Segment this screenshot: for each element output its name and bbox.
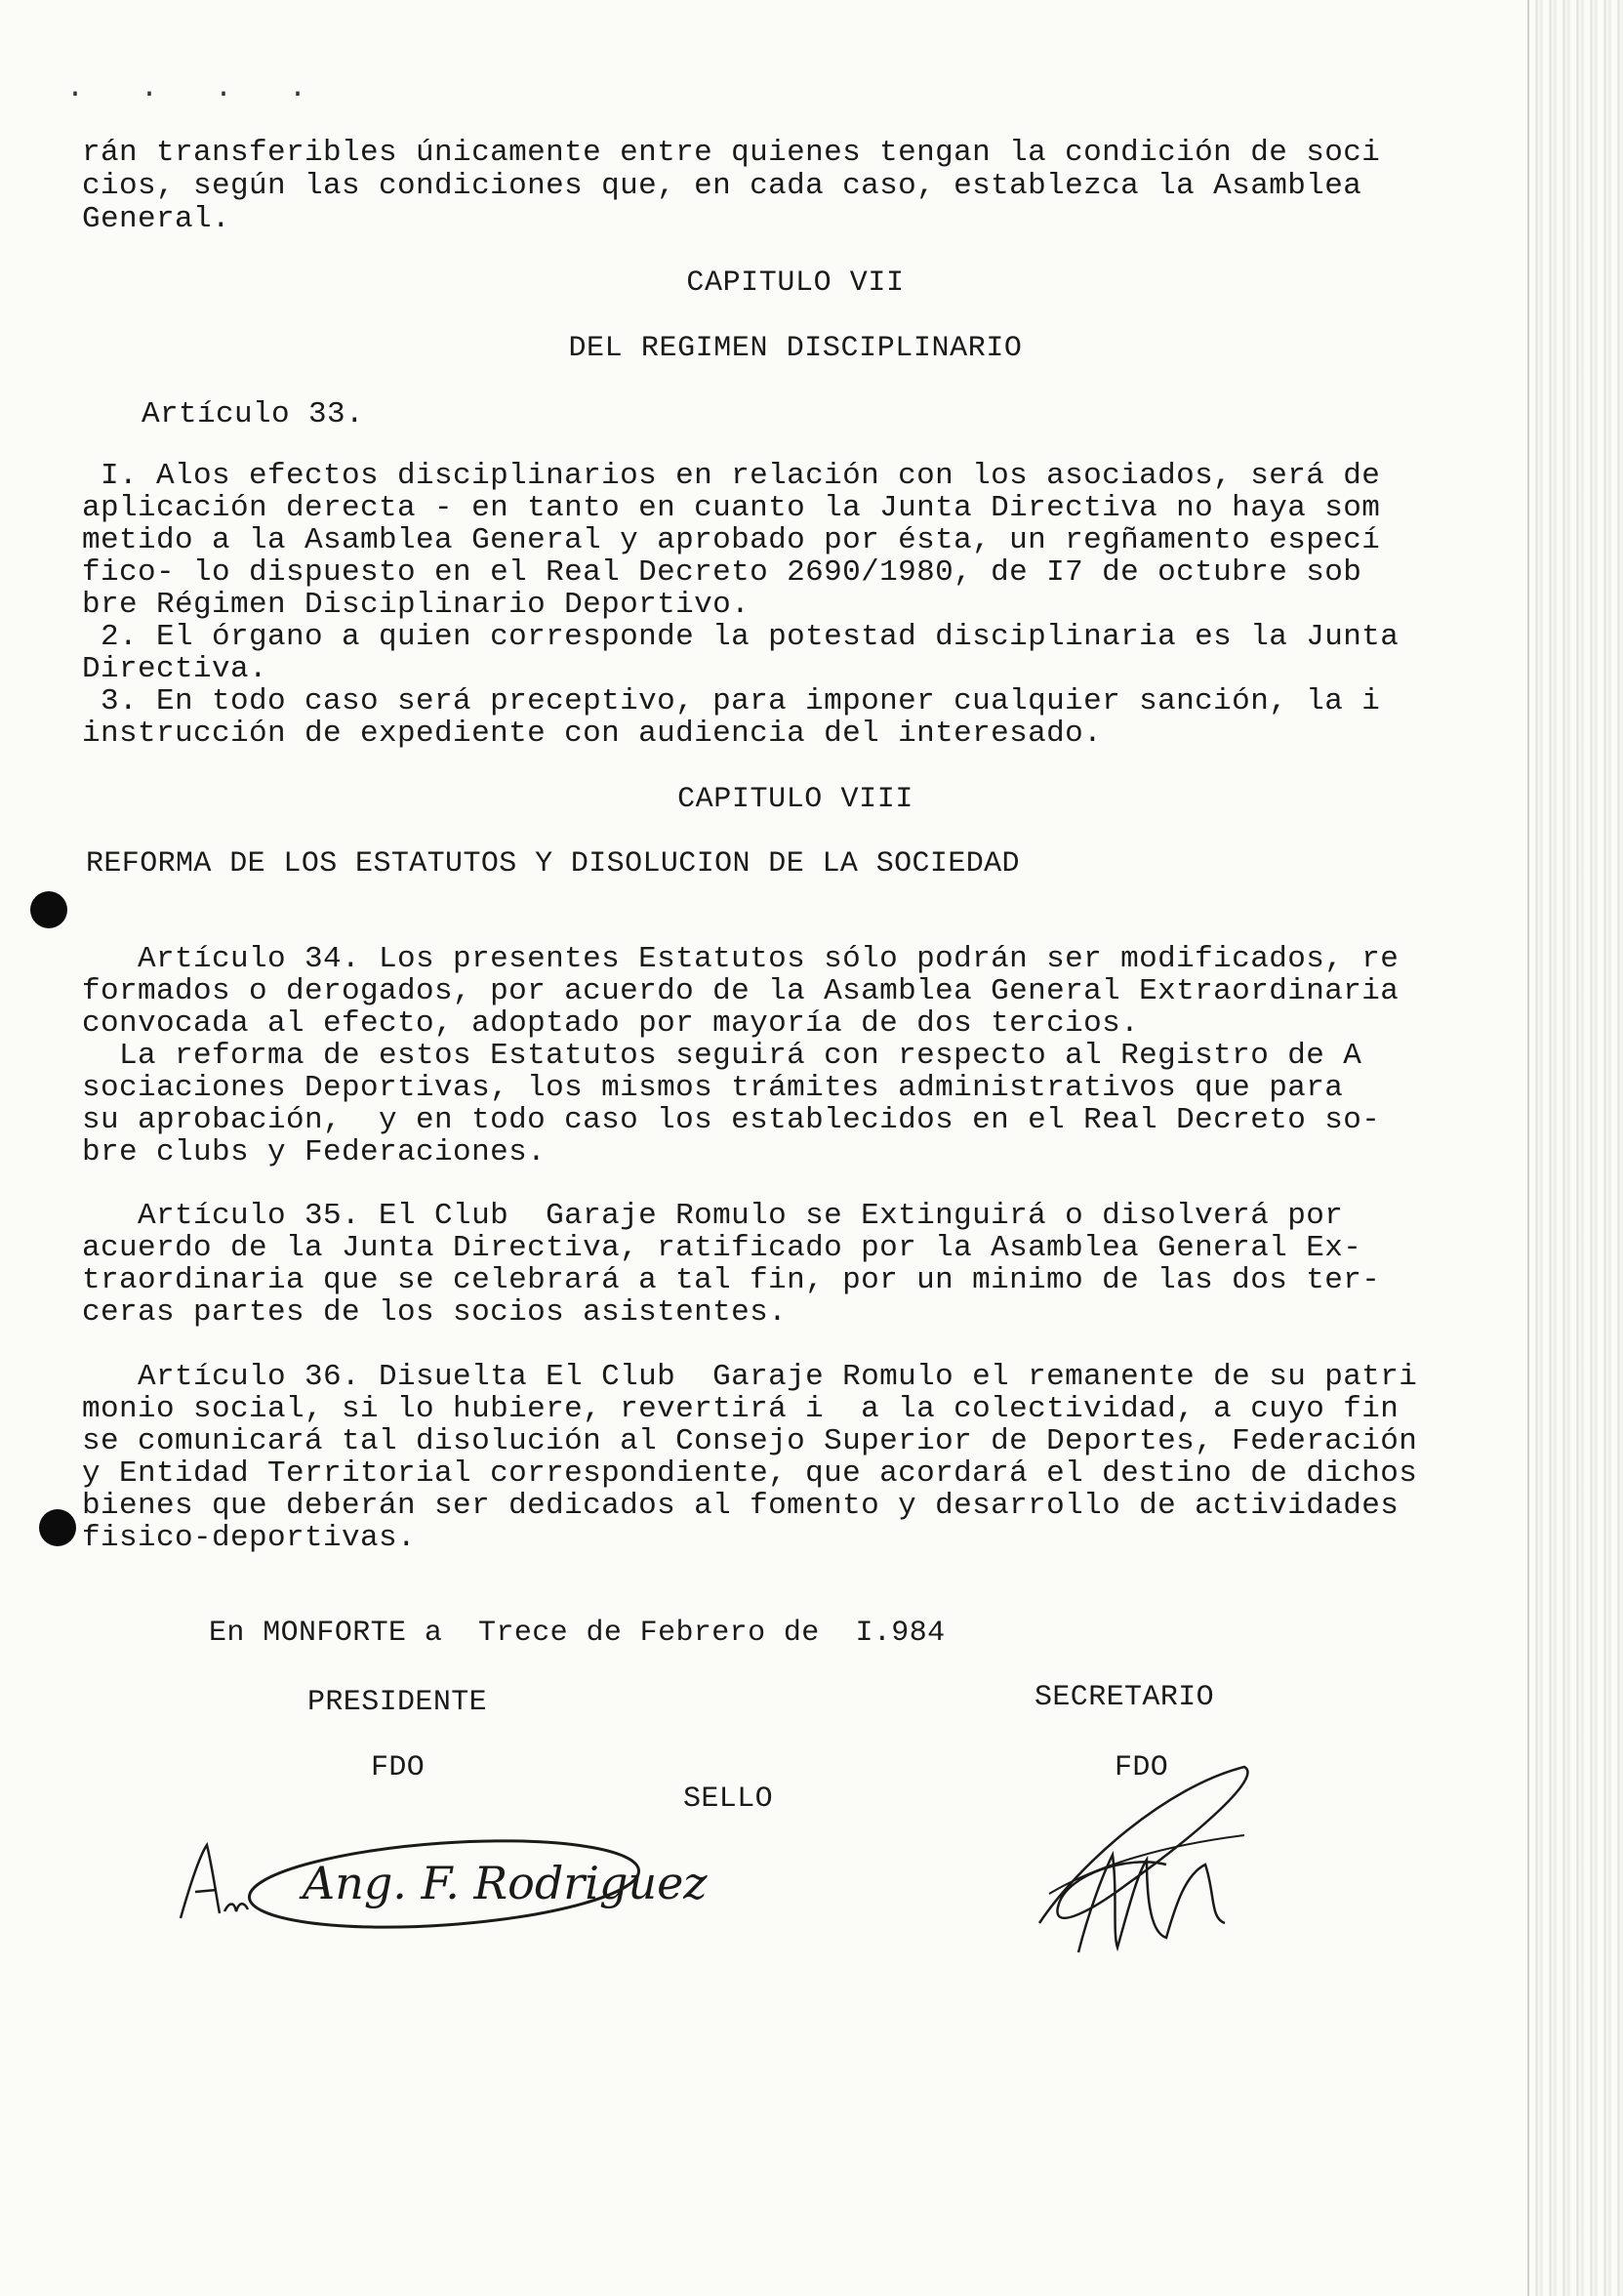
secretary-label: SECRETARIO xyxy=(1035,1681,1215,1714)
article-33-line-3: metido a la Asamblea General y aprobado por ésta, un regñamento especí xyxy=(82,523,1381,557)
secretary-fdo: FDO xyxy=(1115,1751,1169,1784)
punch-hole-bottom xyxy=(39,1509,76,1546)
president-signature-text: Ang. F. Rodriguez xyxy=(303,1857,708,1909)
president-label: PRESIDENTE xyxy=(307,1686,488,1719)
scan-specks: . . . . xyxy=(66,72,327,105)
chapter-8-title: CAPITULO VIII xyxy=(677,783,913,816)
article-36-line-1: Artículo 36. Disuelta El Club Garaje Romulo el remanente de su patri xyxy=(82,1360,1418,1394)
secretary-signature xyxy=(1020,1747,1274,1972)
article-35-line-1: Artículo 35. El Club Garaje Romulo se Extinguirá o disolverá por xyxy=(82,1199,1344,1233)
intro-line-3: General. xyxy=(82,202,231,236)
article-36-line-2: monio social, si lo hubiere, revertirá i a la colectividad, a cuyo fin xyxy=(82,1392,1400,1426)
punch-hole-top xyxy=(30,891,67,928)
president-signature xyxy=(166,1816,708,1952)
article-34-line-5: sociaciones Deportivas, los mismos trámites administrativos que para xyxy=(82,1071,1344,1105)
seal-label: SELLO xyxy=(683,1783,774,1816)
article-34-line-7: bre clubs y Federaciones. xyxy=(82,1135,547,1169)
article-33-line-1: I. Alos efectos disciplinarios en relación con los asociados, será de xyxy=(82,459,1381,493)
article-34-line-3: convocada al efecto, adoptado por mayoría de dos tercios. xyxy=(82,1006,1140,1041)
article-33-heading: Artículo 33. xyxy=(142,397,365,431)
chapter-7-title: CAPITULO VII xyxy=(686,266,905,300)
article-33-line-7: Directiva. xyxy=(82,652,268,686)
date-line: En MONFORTE a Trece de Febrero de I.984 xyxy=(209,1617,946,1650)
article-35-line-3: traordinaria que se celebrará a tal fin, por un minimo de las dos ter- xyxy=(82,1263,1381,1297)
intro-line-2: cios, según las condiciones que, en cada caso, establezca la Asamblea xyxy=(82,169,1362,203)
chapter-8-subtitle: REFORMA DE LOS ESTATUTOS Y DISOLUCION DE LA SOCIEDAD xyxy=(86,847,1020,881)
article-36-line-6: fisico-deportivas. xyxy=(82,1521,417,1555)
article-33-line-9: instrucción de expediente con audiencia del interesado. xyxy=(82,717,1103,751)
intro-line-1: rán transferibles únicamente entre quienes tengan la condición de soci xyxy=(82,136,1381,170)
article-36-line-3: se comunicará tal disolución al Consejo Superior de Deportes, Federación xyxy=(82,1424,1418,1458)
article-33-line-2: aplicación derecta - en tanto en cuanto la Junta Directiva no haya som xyxy=(82,491,1381,525)
article-34-line-4: La reforma de estos Estatutos seguirá con respecto al Registro de A xyxy=(82,1039,1362,1073)
article-33-line-5: bre Régimen Disciplinario Deportivo. xyxy=(82,588,751,622)
article-35-line-2: acuerdo de la Junta Directiva, ratificado por la Asamblea General Ex- xyxy=(82,1231,1362,1265)
article-33-line-6: 2. El órgano a quien corresponde la potestad disciplinaria es la Junta xyxy=(82,620,1400,654)
chapter-7-subtitle: DEL REGIMEN DISCIPLINARIO xyxy=(568,332,1023,365)
article-34-line-2: formados o derogados, por acuerdo de la Asamblea General Extraordinaria xyxy=(82,974,1400,1008)
article-33-line-4: fico- lo dispuesto en el Real Decreto 2690/1980, de I7 de octubre sob xyxy=(82,555,1362,590)
article-34-line-1: Artículo 34. Los presentes Estatutos sólo podrán ser modificados, re xyxy=(82,942,1400,976)
article-35-line-4: ceras partes de los socios asistentes. xyxy=(82,1295,788,1330)
article-33-line-8: 3. En todo caso será preceptivo, para imponer cualquier sanción, la i xyxy=(82,684,1381,718)
president-fdo: FDO xyxy=(371,1751,426,1784)
article-36-line-5: bienes que deberán ser dedicados al fomento y desarrollo de actividades xyxy=(82,1489,1400,1523)
article-34-line-6: su aprobación, y en todo caso los establecidos en el Real Decreto so- xyxy=(82,1103,1381,1137)
article-36-line-4: y Entidad Territorial correspondiente, que acordará el destino de dichos xyxy=(82,1456,1418,1491)
